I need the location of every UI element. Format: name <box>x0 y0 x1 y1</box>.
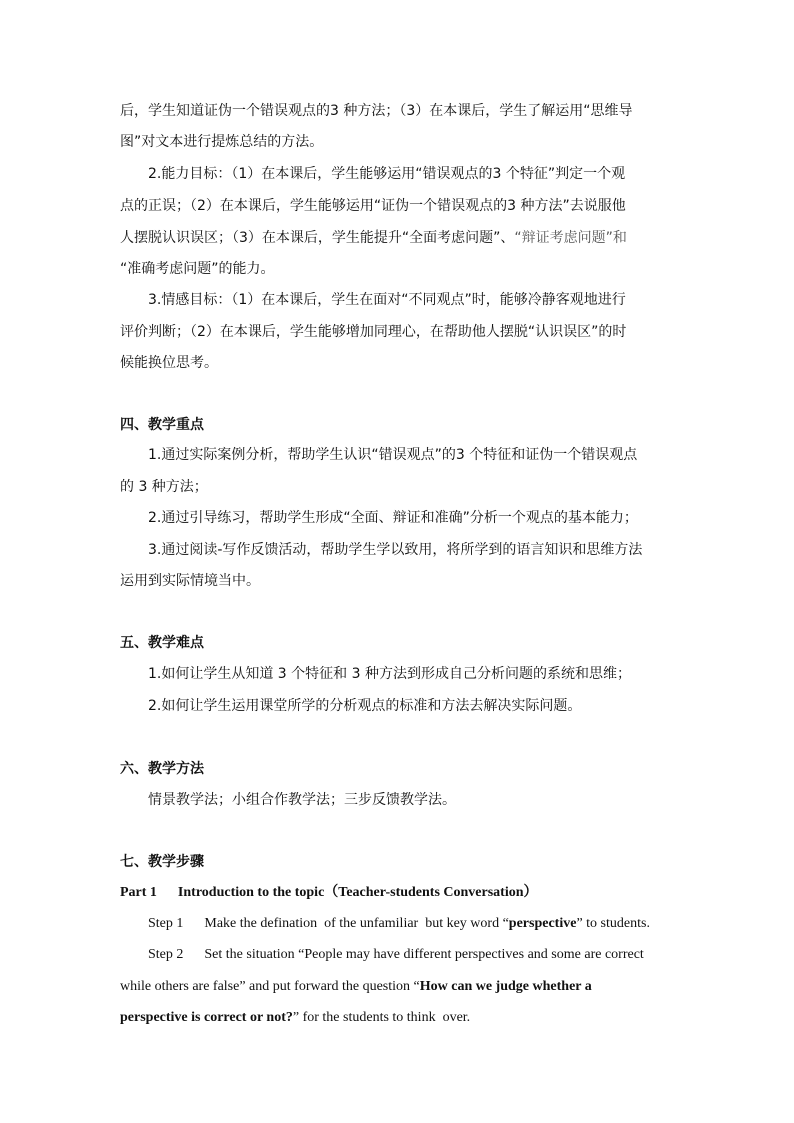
ability-goal-line-3-text: 人摆脱认识误区；（3）在本课后，学生能提升“全面考虑问题”、 <box>120 230 515 246</box>
step-2-line-2 <box>120 977 592 997</box>
step-1 <box>148 914 650 934</box>
key-point-1-line-1: 1.通过实际案例分析，帮助学生认识“错误观点”的3 个特征和证伪一个错误观点 <box>148 447 638 463</box>
question-part-2: perspective is correct or not? <box>120 1010 293 1025</box>
methods-heading: 六、教学方法 <box>120 761 204 777</box>
key-point-2: 2.通过引导练习，帮助学生形成“全面、辩证和准确”分析一个观点的基本能力； <box>148 510 638 526</box>
emotion-goal-line-3: 候能换位思考。 <box>120 355 218 371</box>
difficulty-2: 2.如何让学生运用课堂所学的分析观点的标准和方法去解决实际问题。 <box>148 698 582 714</box>
keyword-perspective: perspective <box>508 916 577 931</box>
step-1-text: Step 1 Make the defination of the unfamiliar but key word “ <box>148 916 509 931</box>
difficulty-1: 1.如何让学生从知道 3 个特征和 3 种方法到形成自己分析问题的系统和思维； <box>148 666 631 682</box>
ability-goal-line-1: 2.能力目标：（1）在本课后，学生能够运用“错误观点的3 个特征”判定一个观 <box>148 166 626 182</box>
step-2-line-3 <box>120 1008 470 1028</box>
step-2-line-3-tail: ” for the students to think over. <box>292 1010 471 1025</box>
key-points-heading: 四、教学重点 <box>120 417 204 433</box>
step-2-line-2-text: while others are false” and put forward the question “ <box>120 979 420 994</box>
key-point-1-line-2: 的 3 种方法； <box>120 479 208 495</box>
step-1-tail: ” to students. <box>576 916 650 931</box>
objectives-line-1: 后，学生知道证伪一个错误观点的3 种方法；（3）在本课后，学生了解运用“思维导 <box>120 103 633 119</box>
difficulties-heading: 五、教学难点 <box>120 635 204 651</box>
key-point-3-line-2: 运用到实际情境当中。 <box>120 573 260 589</box>
objectives-line-2: 图”对文本进行提炼总结的方法。 <box>120 134 324 150</box>
emotion-goal-line-1: 3.情感目标：（1）在本课后，学生在面对“不同观点”时，能够冷静客观地进行 <box>148 292 626 308</box>
ability-goal-line-2: 点的正误；（2）在本课后，学生能够运用“证伪一个错误观点的3 种方法”去说服他 <box>120 198 626 214</box>
question-part-1: How can we judge whether a <box>419 979 592 994</box>
key-point-3-line-1: 3.通过阅读-写作反馈活动，帮助学生学以致用，将所学到的语言知识和思维方法 <box>148 542 643 558</box>
emotion-goal-line-2: 评价判断；（2）在本课后，学生能够增加同理心，在帮助他人摆脱“认识误区”的时 <box>120 324 627 340</box>
ability-goal-line-3-tail: “辩证考虑问题”和 <box>514 230 627 246</box>
ability-goal-line-3 <box>120 228 627 248</box>
ability-goal-line-4: “准确考虑问题”的能力。 <box>120 261 275 277</box>
part-1-heading: Part 1 Introduction to the topic（Teacher-students Conversation） <box>120 885 538 900</box>
methods-text: 情景教学法；小组合作教学法；三步反馈教学法。 <box>148 792 456 808</box>
steps-heading: 七、教学步骤 <box>120 854 204 870</box>
step-2-line-1: Step 2 Set the situation “People may have different perspectives and some are correct <box>148 947 644 962</box>
